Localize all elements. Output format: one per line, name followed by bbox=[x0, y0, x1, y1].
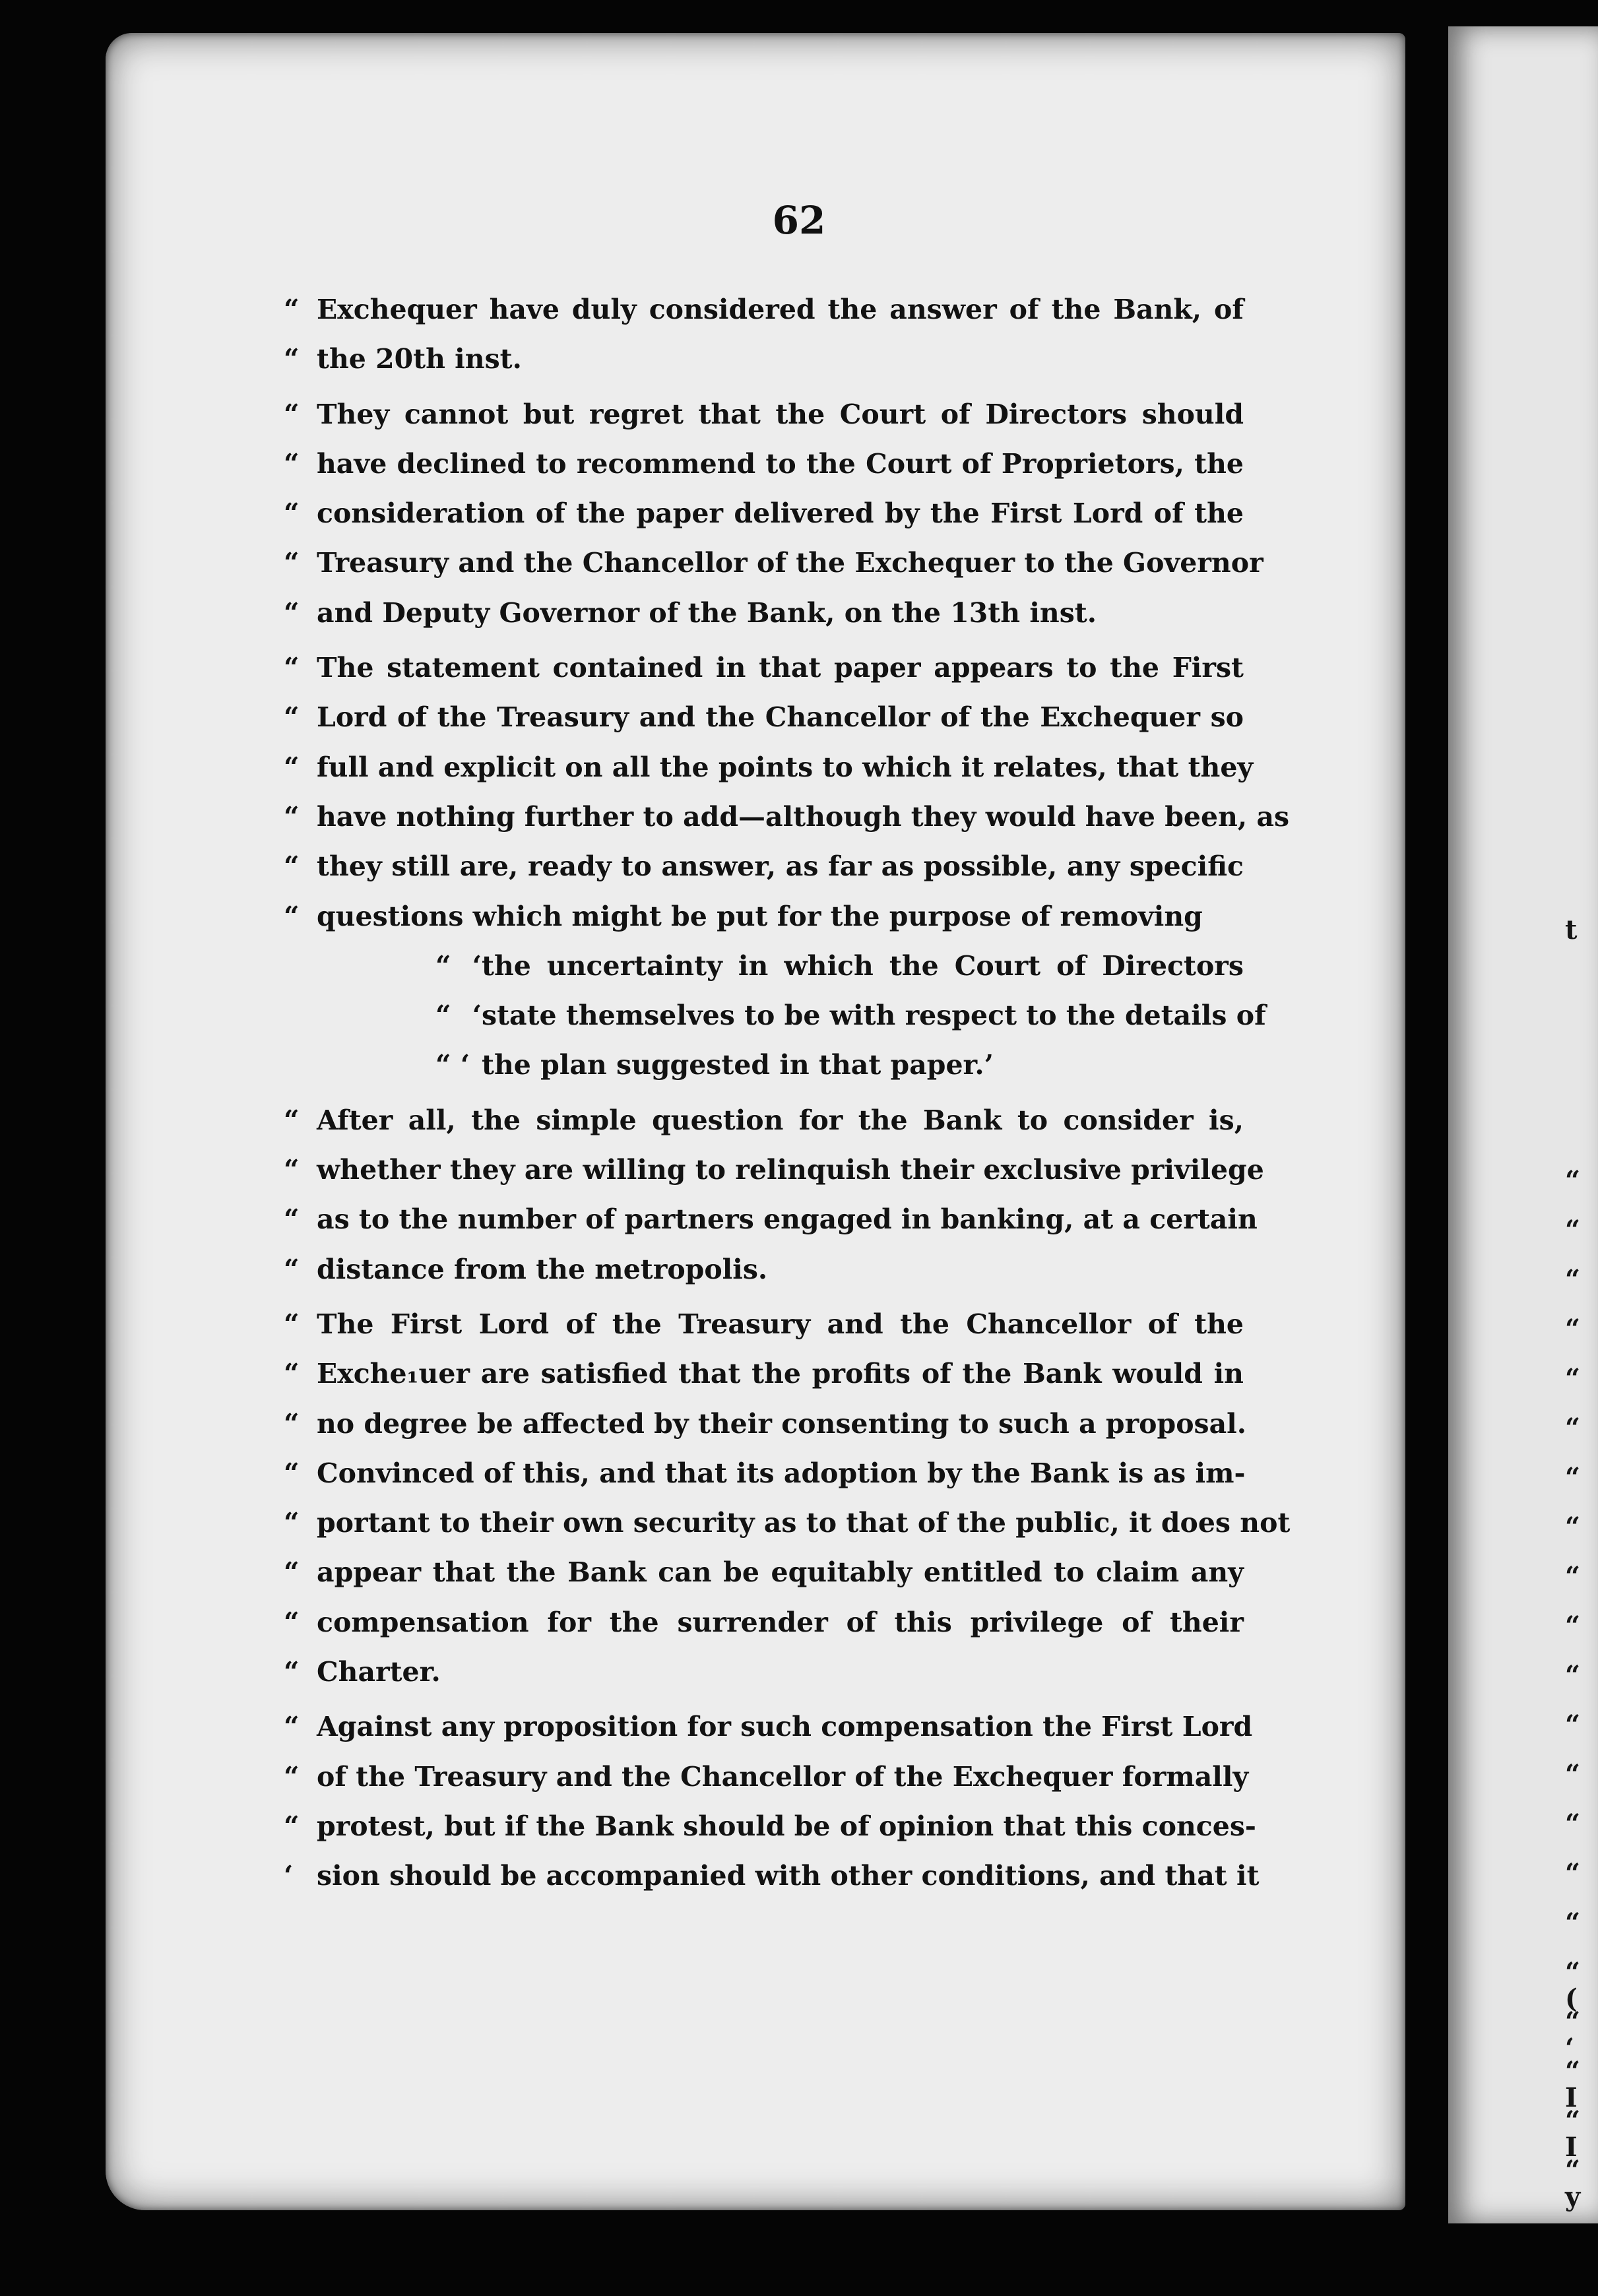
margin-mark: “ bbox=[1565, 1314, 1581, 1345]
line-text: Charter. bbox=[317, 1656, 441, 1688]
text-line bbox=[284, 792, 1290, 842]
text-line bbox=[284, 1449, 1246, 1498]
margin-mark: “ bbox=[1565, 1561, 1581, 1592]
quote-mark: “ bbox=[284, 652, 300, 684]
text-line bbox=[284, 285, 1244, 335]
line-text: state themselves to be with respect to the details of bbox=[482, 1000, 1266, 1032]
quote-mark: “ ‘ bbox=[435, 949, 482, 982]
text-line bbox=[284, 335, 1244, 384]
quote-mark: “ bbox=[284, 1711, 300, 1743]
text-line bbox=[284, 1245, 1244, 1294]
line-text: The First Lord of the Treasury and the Chancellor of the bbox=[317, 1308, 1244, 1340]
quote-mark: “ bbox=[284, 1253, 300, 1285]
text-line bbox=[284, 892, 1244, 941]
quote-mark: “ ‘ bbox=[435, 1000, 482, 1032]
text-line bbox=[284, 1300, 1244, 1349]
text-line bbox=[284, 1647, 1244, 1697]
line-text: The statement contained in that paper appears to the First bbox=[317, 652, 1244, 684]
quote-mark: “ ‘ bbox=[435, 1049, 470, 1081]
line-text: the plan suggested in that paper.’ bbox=[482, 1049, 994, 1081]
margin-mark: “ bbox=[1565, 1462, 1581, 1493]
quote-mark: “ bbox=[284, 1606, 300, 1638]
quote-mark: “ bbox=[284, 1507, 300, 1539]
line-text: whether they are willing to relinquish their exclusive privilege bbox=[317, 1154, 1264, 1186]
margin-mark: “ bbox=[1565, 1413, 1581, 1444]
line-text: and Deputy Governor of the Bank, on the 13th inst. bbox=[317, 596, 1097, 629]
margin-mark: “ bbox=[1565, 1363, 1581, 1394]
line-text: of the Treasury and the Chancellor of the Exchequer formally bbox=[317, 1760, 1249, 1793]
page-body-text bbox=[284, 285, 1291, 1901]
line-text: Convinced of this, and that its adoption by the Bank is as im- bbox=[317, 1457, 1246, 1489]
line-text: compensation for the surrender of this privilege of their bbox=[317, 1606, 1244, 1638]
margin-mark: “ bbox=[1565, 1660, 1581, 1691]
quote-mark: “ bbox=[284, 850, 300, 883]
text-line bbox=[284, 1851, 1260, 1901]
quote-mark: “ bbox=[284, 1308, 300, 1340]
quote-mark: “ bbox=[284, 900, 300, 932]
line-text: the 20th inst. bbox=[317, 343, 522, 375]
text-line bbox=[284, 589, 1244, 638]
text-line bbox=[284, 1096, 1244, 1145]
margin-mark: “ ( bbox=[1565, 1957, 1581, 2014]
text-line bbox=[284, 390, 1244, 439]
text-line bbox=[284, 1498, 1291, 1548]
quote-mark: “ bbox=[284, 447, 300, 480]
text-line bbox=[284, 1598, 1244, 1647]
quote-mark: ‘ bbox=[284, 1860, 294, 1892]
quote-mark: “ bbox=[284, 1810, 300, 1842]
line-text: questions which might be put for the purpose of removing bbox=[317, 900, 1203, 932]
margin-mark: “ ‘ bbox=[1565, 2006, 1581, 2064]
quote-mark: “ bbox=[284, 751, 300, 783]
quote-mark: “ bbox=[284, 1556, 300, 1589]
line-text: distance from the metropolis. bbox=[317, 1253, 768, 1285]
margin-mark: “ I bbox=[1565, 2105, 1581, 2163]
margin-mark: “ bbox=[1565, 1808, 1581, 1839]
text-line bbox=[284, 1399, 1247, 1449]
line-text: Exche₁uer are satisfied that the profits of the Bank would in bbox=[317, 1358, 1244, 1390]
margin-mark: “ bbox=[1565, 1165, 1581, 1196]
margin-mark: “ bbox=[1565, 1215, 1581, 1246]
margin-mark: “ bbox=[1565, 1264, 1581, 1295]
text-line bbox=[284, 842, 1244, 891]
text-line bbox=[284, 643, 1244, 693]
text-line bbox=[284, 439, 1244, 489]
line-text: they still are, ready to answer, as far as possible, any specific bbox=[317, 850, 1244, 883]
margin-mark: “ I bbox=[1565, 2056, 1581, 2113]
text-line bbox=[284, 1752, 1249, 1802]
margin-mark: “ bbox=[1565, 1610, 1581, 1642]
margin-mark: “ bbox=[1565, 1858, 1581, 1889]
line-text: full and explicit on all the points to which it relates, that they bbox=[317, 751, 1254, 783]
text-line bbox=[317, 941, 1244, 991]
line-text: Lord of the Treasury and the Chancellor of the Exchequer so bbox=[317, 701, 1244, 734]
line-text: have declined to recommend to the Court of Proprietors, the bbox=[317, 447, 1244, 480]
line-text: as to the number of partners engaged in banking, at a certain bbox=[317, 1203, 1258, 1236]
line-text: portant to their own security as to that of the public, it does not bbox=[317, 1507, 1291, 1539]
text-line bbox=[284, 489, 1244, 538]
line-text: They cannot but regret that the Court of Directors should bbox=[317, 398, 1244, 430]
margin-mark: t bbox=[1565, 914, 1578, 945]
line-text: the uncertainty in which the Court of Directors bbox=[482, 949, 1244, 982]
text-line bbox=[317, 991, 1266, 1040]
margin-mark: “ y bbox=[1565, 2155, 1581, 2212]
line-text: have nothing further to add—although they would have been, as bbox=[317, 800, 1290, 833]
quote-mark: “ bbox=[284, 547, 300, 579]
page-number: 62 bbox=[772, 198, 826, 243]
text-line bbox=[284, 693, 1244, 742]
line-text: no degree be affected by their consenting to such a proposal. bbox=[317, 1407, 1247, 1440]
line-text: sion should be accompanied with other conditions, and that it bbox=[317, 1860, 1260, 1892]
quote-mark: “ bbox=[284, 343, 300, 375]
text-line bbox=[284, 1702, 1253, 1752]
text-line bbox=[284, 1802, 1256, 1851]
quote-mark: “ bbox=[284, 1656, 300, 1688]
quote-mark: “ bbox=[284, 701, 300, 734]
quote-mark: “ bbox=[284, 1457, 300, 1489]
line-text: After all, the simple question for the Bank to consider is, bbox=[317, 1104, 1244, 1136]
text-line bbox=[284, 538, 1263, 588]
margin-mark: “ bbox=[1565, 1907, 1581, 1938]
margin-mark: “ bbox=[1565, 1759, 1581, 1790]
line-text: consideration of the paper delivered by the First Lord of the bbox=[317, 497, 1244, 530]
text-line bbox=[284, 1195, 1258, 1244]
text-line bbox=[284, 1349, 1244, 1399]
text-line bbox=[284, 1145, 1264, 1195]
quote-mark: “ bbox=[284, 398, 300, 430]
quote-mark: “ bbox=[284, 1358, 300, 1390]
quote-mark: “ bbox=[284, 1154, 300, 1186]
quote-mark: “ bbox=[284, 596, 300, 629]
adjacent-page bbox=[1448, 26, 1598, 2223]
text-line bbox=[284, 743, 1254, 792]
line-text: protest, but if the Bank should be of opinion that this conces- bbox=[317, 1810, 1256, 1842]
margin-mark: “ bbox=[1565, 1512, 1581, 1543]
line-text: appear that the Bank can be equitably entitled to claim any bbox=[317, 1556, 1244, 1589]
quote-mark: “ bbox=[284, 800, 300, 833]
text-line bbox=[317, 1040, 1244, 1090]
quote-mark: “ bbox=[284, 294, 300, 325]
margin-mark: “ bbox=[1565, 1709, 1581, 1740]
quote-mark: “ bbox=[284, 497, 300, 530]
quote-mark: “ bbox=[284, 1203, 300, 1236]
line-text: Exchequer have duly considered the answer of the Bank, of bbox=[317, 294, 1244, 325]
quote-mark: “ bbox=[284, 1407, 300, 1440]
quote-mark: “ bbox=[284, 1760, 300, 1793]
line-text: Treasury and the Chancellor of the Exchequer to the Governor bbox=[317, 547, 1263, 579]
text-line bbox=[284, 1548, 1244, 1597]
quote-mark: “ bbox=[284, 1104, 300, 1136]
line-text: Against any proposition for such compensation the First Lord bbox=[317, 1711, 1253, 1743]
